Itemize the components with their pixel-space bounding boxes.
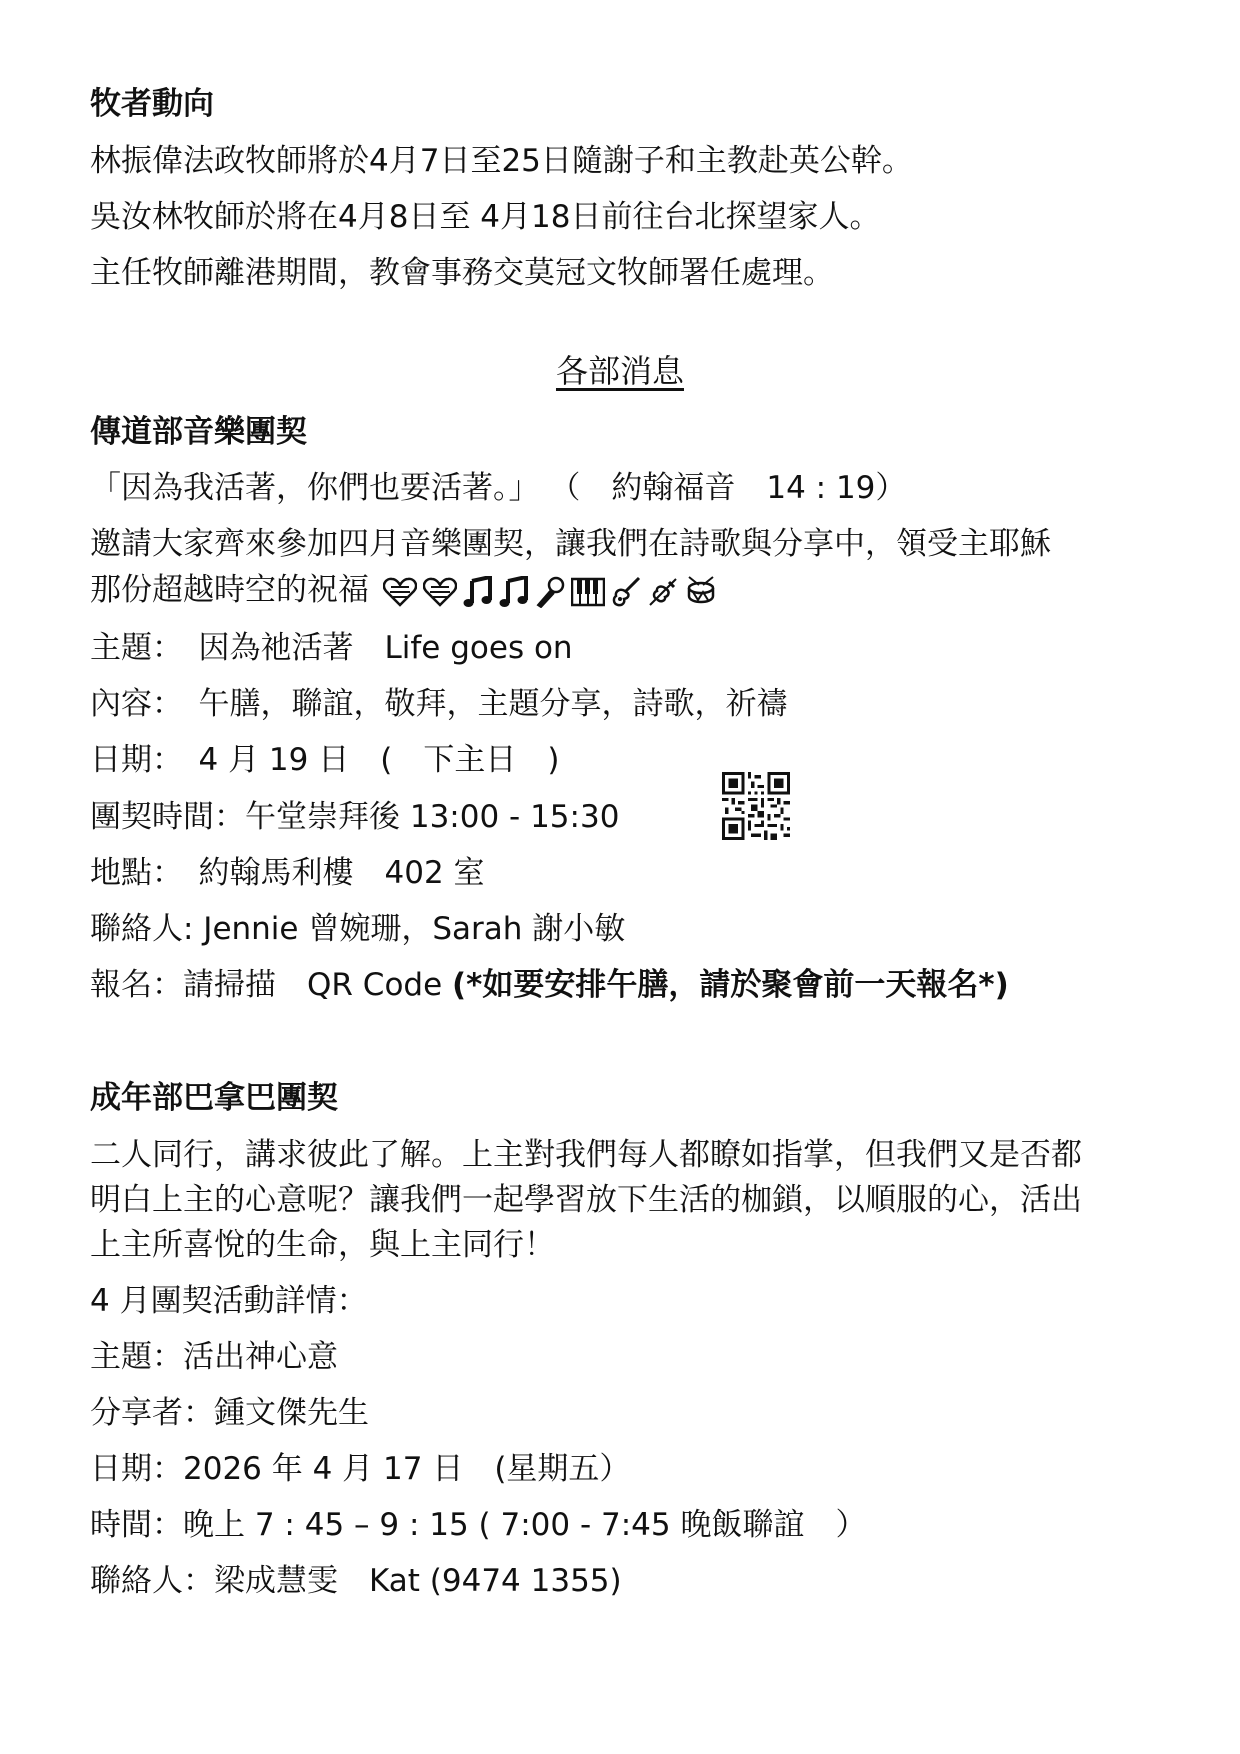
music-contact: 聯絡人: Jennie 曾婉珊，Sarah 謝小敏 [90, 911, 626, 947]
barnabas-date: 日期：2026 年 4 月 17 日 (星期五） [90, 1451, 631, 1487]
music-note-icon [463, 576, 493, 608]
news-section-title [0, 351, 1240, 391]
heart-icon [423, 577, 457, 607]
piano-keys-icon [571, 577, 605, 607]
music-content: 內容： 午膳，聯誼，敬拜，主題分享，詩歌，祈禱 [90, 686, 788, 722]
barnabas-para-line-3: 上主所喜悅的生命，與上主同行！ [90, 1227, 555, 1263]
music-invite-line-1: 邀請大家齊來參加四月音樂團契，讓我們在詩歌與分享中，領受主耶穌 [90, 526, 1051, 562]
music-time: 團契時間：午堂崇拜後 13:00 - 15:30 [90, 799, 620, 835]
barnabas-contact: 聯絡人：梁成慧雯 Kat (9474 1355) [90, 1563, 622, 1599]
news-title-text: 各部消息 [555, 352, 684, 390]
violin-icon [647, 576, 679, 608]
music-register [90, 965, 1009, 1005]
pastor-line-1: 林振偉法政牧師將於4月7日至25日隨謝子和主教赴英公幹。 [90, 143, 913, 179]
microphone-icon [535, 576, 565, 608]
heart-icon [383, 577, 417, 607]
qr-code-icon[interactable] [722, 772, 790, 840]
music-note-icon [499, 576, 529, 608]
register-prefix: 報名：請掃描 QR Code [90, 967, 453, 1003]
pastor-line-3: 主任牧師離港期間，教會事務交莫冠文牧師署任處理。 [90, 255, 834, 291]
music-invite-line-2 [90, 570, 717, 610]
music-fellowship-heading: 傳道部音樂團契 [90, 414, 307, 450]
guitar-icon [611, 576, 641, 608]
music-theme: 主題： 因為祂活著 Life goes on [90, 630, 573, 666]
pastor-line-2: 吳汝林牧師於將在4月8日至 4月18日前往台北探望家人。 [90, 199, 881, 235]
barnabas-para-line-1: 二人同行，講求彼此了解。上主對我們每人都瞭如指掌，但我們又是否都 [90, 1137, 1082, 1173]
music-date: 日期： 4 月 19 日 ( 下主日 ) [90, 742, 560, 778]
drum-icon [685, 576, 717, 608]
barnabas-para-line-2: 明白上主的心意呢？讓我們一起學習放下生活的枷鎖，以順服的心，活出 [90, 1182, 1082, 1218]
music-verse: 「因為我活著，你們也要活著。」 （ 約翰福音 14 : 19） [90, 470, 907, 506]
barnabas-time: 時間：晚上 7 : 45 – 9 : 15 ( 7:00 - 7:45 晚飯聯誼 ） [90, 1507, 867, 1543]
barnabas-details-title: 4 月團契活動詳情： [90, 1283, 368, 1319]
barnabas-theme: 主題：活出神心意 [90, 1339, 338, 1375]
register-note: (*如要安排午膳，請於聚會前一天報名*) [452, 967, 1009, 1003]
music-venue: 地點： 約翰馬利樓 402 室 [90, 855, 485, 891]
barnabas-speaker: 分享者：鍾文傑先生 [90, 1395, 369, 1431]
emoji-row [383, 576, 717, 608]
barnabas-fellowship-heading: 成年部巴拿巴團契 [90, 1080, 338, 1116]
pastor-section-heading: 牧者動向 [90, 86, 214, 122]
music-invite-line-2-text: 那份超越時空的祝福 [90, 572, 369, 608]
